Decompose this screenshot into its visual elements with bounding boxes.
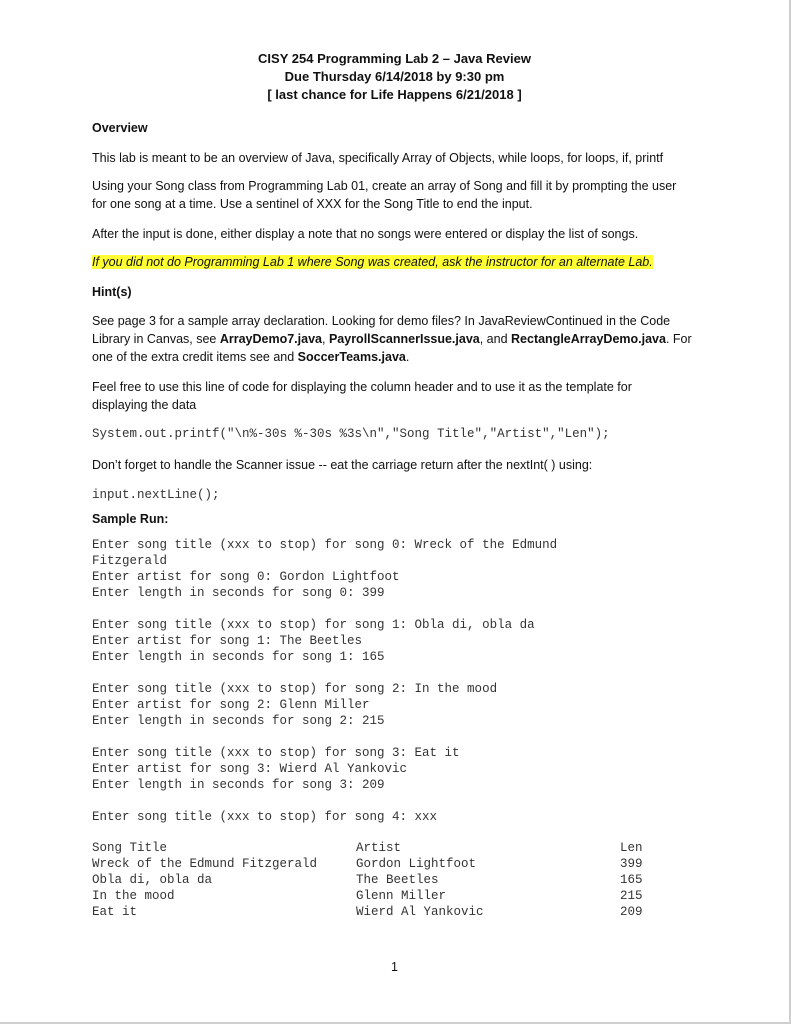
demo-file-arraydemo7: ArrayDemo7.java (219, 332, 322, 346)
nextline-code-line: input.nextLine(); (92, 488, 220, 502)
hints-text: . (405, 350, 410, 364)
sample-run-song-2: Enter song title (xxx to stop) for song 2: In the mood Enter artist for song 2: Glenn Miller Enter length in seconds for song 2: 215 (92, 682, 498, 728)
hints-paragraph-2-line-1: Feel free to use this line of code for displaying the column header and to use it as the template for (92, 380, 632, 394)
overview-heading: Overview (92, 121, 148, 135)
hints-text: . For (665, 332, 692, 346)
table-row-artist: Gordon Lightfoot (356, 857, 477, 871)
alternate-lab-note (92, 255, 653, 269)
hints-heading: Hint(s) (92, 285, 132, 299)
table-row-artist: Wierd Al Yankovic (356, 905, 484, 919)
hints-paragraph-2-line-2: displaying the data (92, 398, 197, 412)
hints-paragraph-3: Don’t forget to handle the Scanner issue -- eat the carriage return after the nextInt( ) using: (92, 458, 593, 472)
table-row-song-title: Eat it (92, 905, 138, 919)
demo-file-payrollscannerissue: PayrollScannerIssue.java (328, 332, 480, 346)
overview-paragraph-2-line-1: Using your Song class from Programming Lab 01, create an array of Song and fill it by prompting the user (92, 179, 677, 193)
hints-text: one of the extra credit items see and (92, 350, 298, 364)
overview-paragraph-3: After the input is done, either display a note that no songs were entered or display the list of songs. (92, 227, 639, 241)
hints-text: , (322, 332, 329, 346)
title-line-course: CISY 254 Programming Lab 2 – Java Review (258, 51, 531, 66)
table-row-len: 165 (620, 873, 643, 887)
title-line-last-chance: [ last chance for Life Happens 6/21/2018 ] (267, 87, 522, 102)
printf-code-line: System.out.printf("\n%-30s %-30s %3s\n","Song Title","Artist","Len"); (92, 427, 610, 441)
hints-text: , and (479, 332, 512, 346)
table-row-song-title: Obla di, obla da (92, 873, 213, 887)
table-row-song-title: In the mood (92, 889, 175, 903)
demo-file-rectanglearraydemo: RectangleArrayDemo.java (511, 332, 666, 346)
sample-run-heading: Sample Run: (92, 512, 169, 526)
table-row-song-title: Wreck of the Edmund Fitzgerald (92, 857, 318, 871)
highlighted-note: If you did not do Programming Lab 1 where Song was created, ask the instructor for an alternate Lab. (92, 255, 653, 269)
table-row-len: 209 (620, 905, 643, 919)
sample-run-song-3: Enter song title (xxx to stop) for song 3: Eat it Enter artist for song 3: Wierd Al Yankovic Enter length in seconds for song 3: 209 (92, 746, 460, 792)
overview-paragraph-1: This lab is meant to be an overview of Java, specifically Array of Objects, while loops, for loops, if, printf (92, 151, 664, 165)
title-line-due-date: Due Thursday 6/14/2018 by 9:30 pm (284, 69, 505, 84)
table-row-len: 215 (620, 889, 643, 903)
page-number: 1 (391, 960, 398, 974)
column-header-artist: Artist (356, 841, 402, 855)
overview-paragraph-2-line-2: for one song at a time. Use a sentinel of XXX for the Song Title to end the input. (92, 197, 533, 211)
hints-text: Library in Canvas, see (92, 332, 220, 346)
hints-paragraph-1-line-2 (92, 332, 692, 346)
sample-run-song-0: Enter song title (xxx to stop) for song 0: Wreck of the Edmund Fitzgerald Enter artist for song 0: Gordon Lightfoot Enter length in seconds for song 0: 399 (92, 538, 558, 600)
demo-file-soccerteams: SoccerTeams.java (297, 350, 406, 364)
table-row-artist: Glenn Miller (356, 889, 447, 903)
sample-run-song-1: Enter song title (xxx to stop) for song 1: Obla di, obla da Enter artist for song 1: The Beetles Enter length in seconds for song 1: 165 (92, 618, 535, 664)
hints-paragraph-1-line-1: See page 3 for a sample array declaration. Looking for demo files? In JavaReviewContinued in the Code (92, 314, 671, 328)
table-row-len: 399 (620, 857, 643, 871)
column-header-song-title: Song Title (92, 841, 168, 855)
table-row-artist: The Beetles (356, 873, 439, 887)
sample-run-song-4: Enter song title (xxx to stop) for song 4: xxx (92, 810, 438, 824)
column-header-len: Len (620, 841, 643, 855)
hints-paragraph-1-line-3 (92, 350, 409, 364)
